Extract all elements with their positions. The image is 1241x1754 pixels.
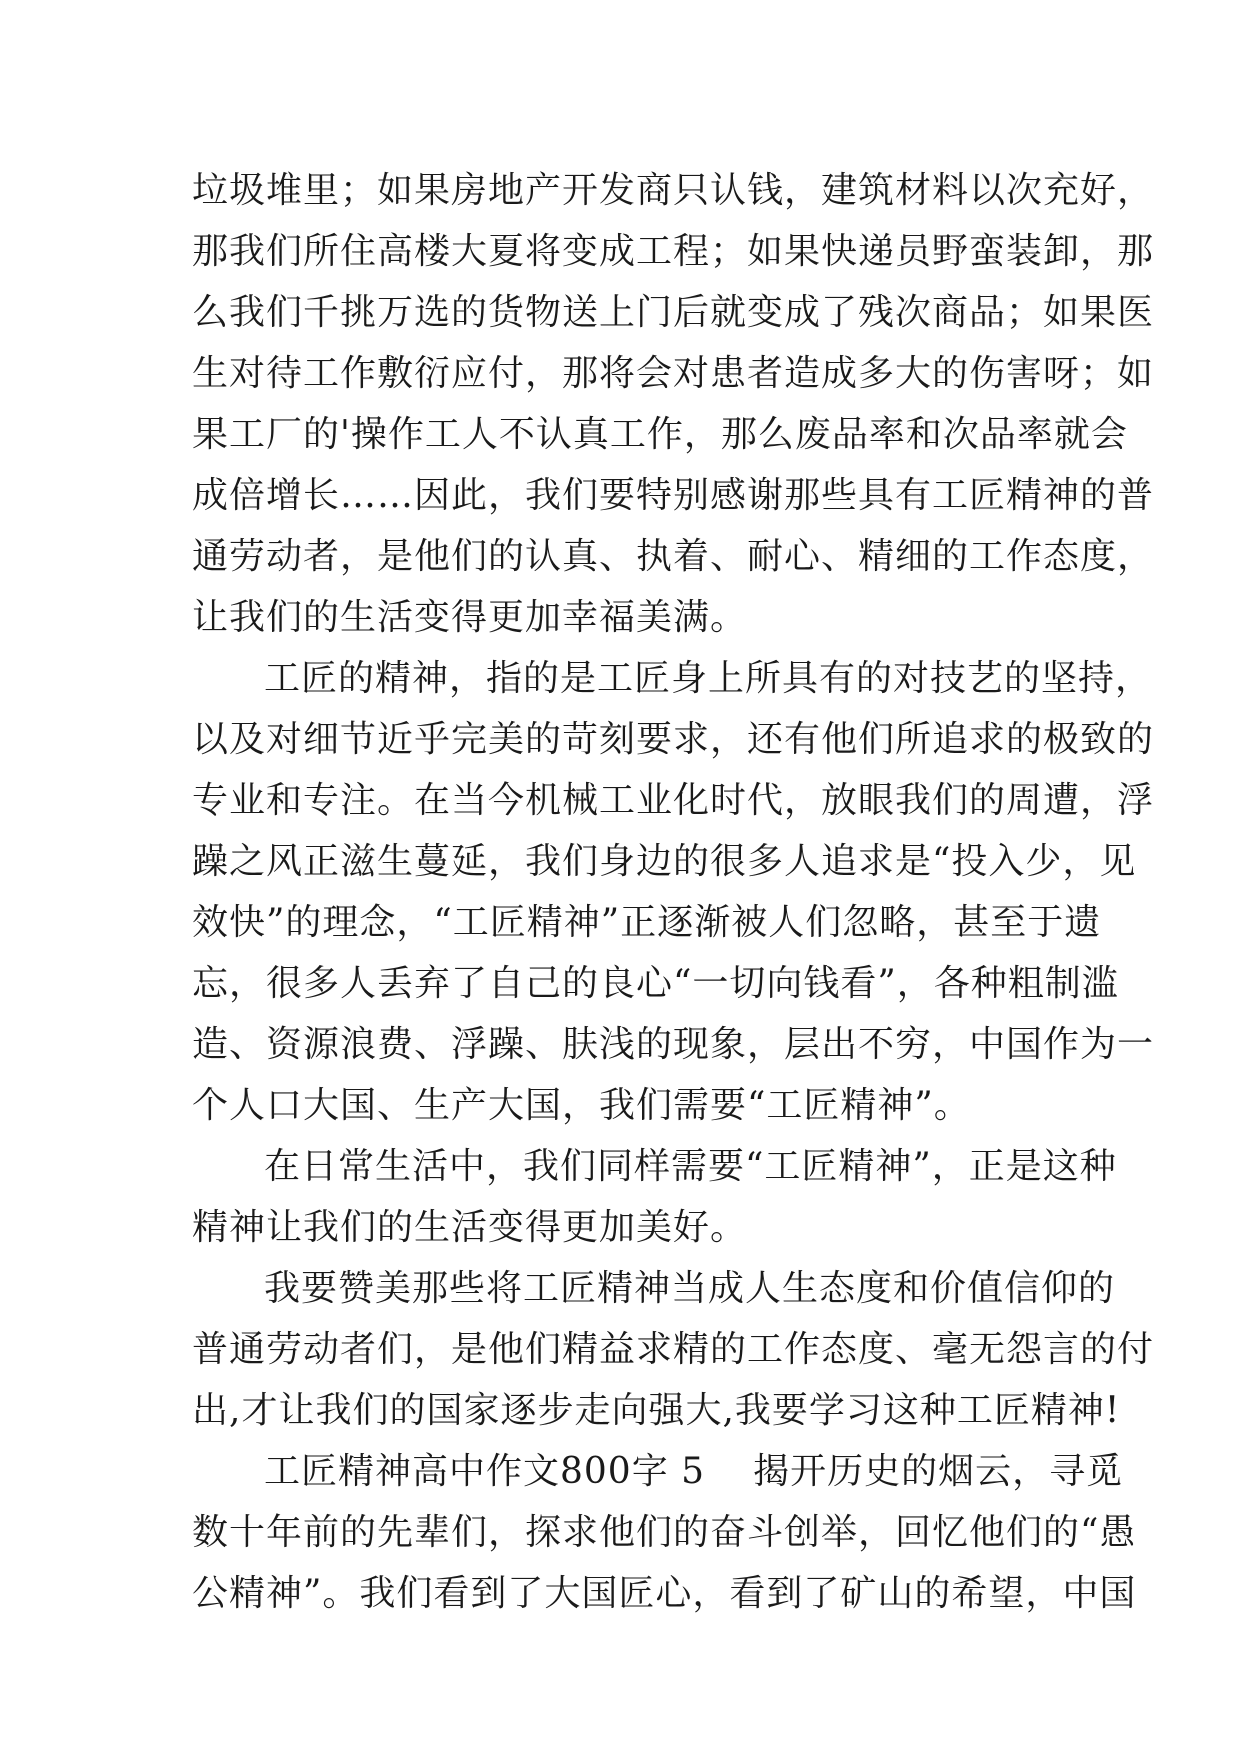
text-line: 个人口大国、生产大国，我们需要“工匠精神”。 [192,1085,971,1126]
text-line: 垃圾堆里；如果房地产开发商只认钱，建筑材料以次充好， [192,170,1155,211]
paragraph [192,1136,1117,1258]
text-line: 我要赞美那些将工匠精神当成人生态度和价值信仰的 [264,1268,1116,1309]
text-line: 专业和专注。在当今机械工业化时代，放眼我们的周遭，浮 [192,780,1155,821]
text-line: 数十年前的先辈们，探求他们的奋斗创举，回忆他们的“愚 [192,1512,1137,1553]
paragraph [192,160,1155,648]
text-line: 生对待工作敷衍应付，那将会对患者造成多大的伤害呀；如 [192,353,1155,394]
text-line: 么我们千挑万选的货物送上门后就变成了残次商品；如果医 [192,292,1155,333]
paragraph [192,1441,1137,1624]
paragraph [192,648,1155,1136]
essay-heading: 工匠精神高中作文800字 5 [264,1451,706,1492]
text-line: 以及对细节近乎完美的苛刻要求，还有他们所追求的极致的 [192,719,1155,760]
essay-body [192,160,1155,1624]
heading-line-rest: 揭开历史的烟云，寻觅 [753,1451,1124,1492]
text-line: 那我们所住高楼大夏将变成工程；如果快递员野蛮装卸，那 [192,231,1155,272]
text-line: 造、资源浪费、浮躁、肤浅的现象，层出不穷，中国作为一 [192,1024,1155,1065]
text-line: 精神让我们的生活变得更加美好。 [192,1207,748,1248]
text-line: 工匠的精神，指的是工匠身上所具有的对技艺的坚持， [264,658,1153,699]
text-line: 果工厂的'操作工人不认真工作，那么废品率和次品率就会 [192,414,1128,455]
text-line: 出,才让我们的国家逐步走向强大,我要学习这种工匠精神! [192,1390,1121,1431]
text-line: 公精神”。我们看到了大国匠心，看到了矿山的希望，中国 [192,1573,1137,1614]
text-line: 在日常生活中，我们同样需要“工匠精神”，正是这种 [264,1146,1117,1187]
text-line [192,1441,1124,1502]
text-line: 普通劳动者们，是他们精益求精的工作态度、毫无怨言的付 [192,1329,1155,1370]
text-line: 效快”的理念，“工匠精神”正逐渐被人们忽略，甚至于遗 [192,902,1102,943]
text-line: 让我们的生活变得更加幸福美满。 [192,597,748,638]
text-line: 忘，很多人丢弃了自己的良心“一切向钱看”，各种粗制滥 [192,963,1119,1004]
text-line: 通劳动者，是他们的认真、执着、耐心、精细的工作态度， [192,536,1155,577]
text-line: 躁之风正滋生蔓延，我们身边的很多人追求是“投入少，见 [192,841,1137,882]
text-line: 成倍增长……因此，我们要特别感谢那些具有工匠精神的普 [192,475,1155,516]
paragraph [192,1258,1155,1441]
